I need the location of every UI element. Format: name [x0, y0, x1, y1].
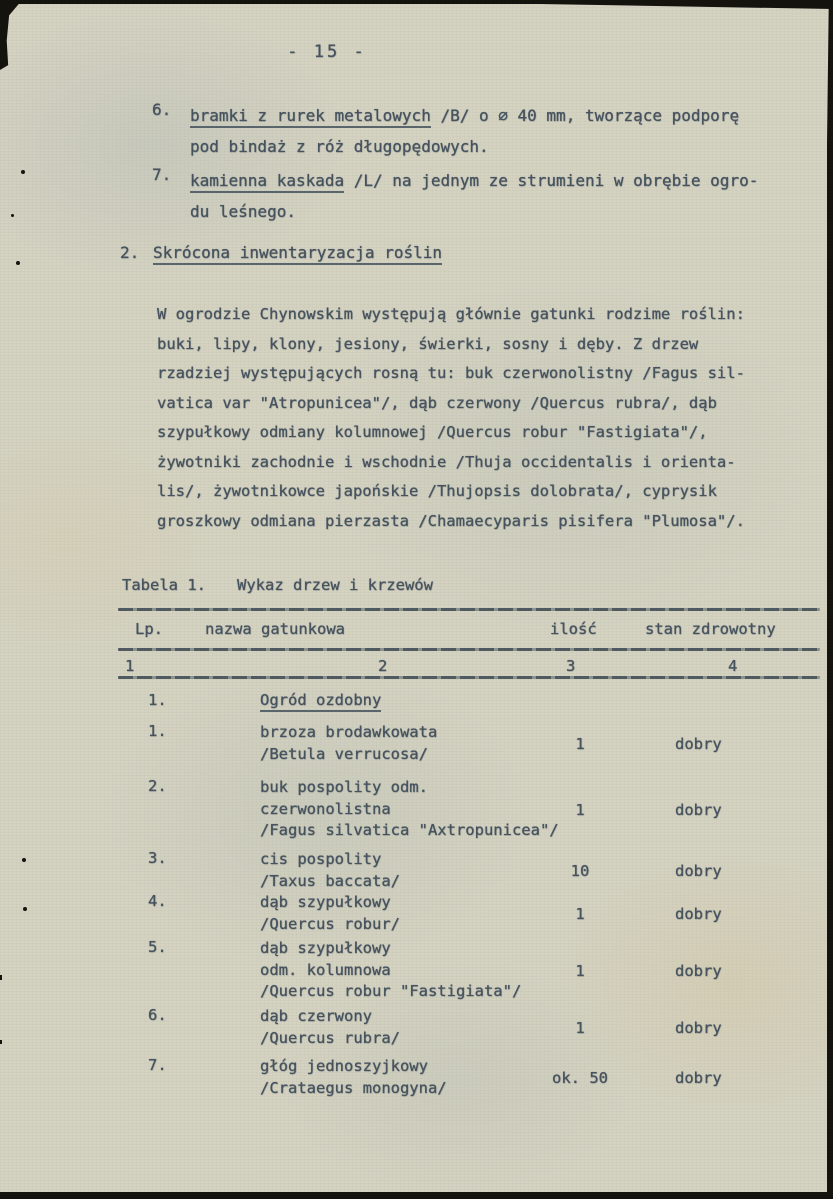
table-row	[0, 938, 833, 1003]
list-item-text: /B/ o ∅ 40 mm, tworzące podporę	[430, 106, 740, 125]
underlined-text: kamienna kaskada	[190, 171, 344, 193]
col-header-quantity: ilość	[550, 620, 597, 638]
section-title: Skrócona inwentaryzacja roślin	[153, 243, 442, 265]
species-name-line: dąb szypułkowy	[260, 939, 391, 957]
table-caption-label: Tabela 1.	[122, 576, 206, 594]
underlined-text: bramki z rurek metalowych	[190, 106, 431, 128]
paragraph-line: W ogrodzie Chynowskim występują głównie gatunki rodzime roślin:	[157, 305, 745, 323]
condition: dobry	[675, 800, 722, 819]
species-name-line: dąb szypułkowy	[260, 893, 391, 911]
species-latin-name: /Quercus robur "Fastigiata"/	[260, 982, 522, 1000]
species-latin-name: /Quercus robur/	[260, 914, 400, 933]
condition: dobry	[675, 735, 722, 753]
col-header-condition: stan zdrowotny	[645, 620, 776, 638]
species-name	[260, 1056, 447, 1099]
paragraph-line: groszkowy odmiana pierzasta /Chamaecyparis pisifera "Plumosa"/.	[157, 511, 745, 530]
list-item-line	[190, 165, 790, 196]
list-item-number: 7.	[152, 165, 172, 184]
table-rule-header	[118, 648, 820, 651]
page-number: - 15 -	[287, 42, 367, 62]
row-number: 7.	[148, 1056, 167, 1074]
scan-speck	[21, 170, 25, 174]
species-name	[260, 777, 559, 842]
section-number: 2.	[120, 243, 140, 262]
condition: dobry	[675, 1069, 722, 1087]
row-number: 3.	[148, 849, 167, 867]
scan-edge-top-right	[500, 0, 833, 9]
col-header-name: nazwa gatunkowa	[205, 620, 345, 638]
group-row-number: 1.	[148, 691, 167, 709]
paragraph-line: żywotniki zachodnie i wschodnie /Thuja occidentalis i orienta-	[157, 452, 736, 471]
species-name-line: czerwonolistna	[260, 799, 391, 818]
quantity: 1	[575, 735, 585, 753]
scan-corner-top-left	[0, 0, 24, 70]
paragraph-line: rzadziej występujących rosną tu: buk czerwonolistny /Fagus sil-	[157, 364, 745, 382]
quantity: ok. 50	[552, 1069, 608, 1087]
col-number: 3	[566, 657, 576, 675]
condition: dobry	[675, 1019, 722, 1037]
species-name-line: dąb czerwony	[260, 1007, 372, 1025]
group-row-title: Ogród ozdobny	[260, 691, 381, 712]
col-number: 1	[125, 657, 135, 675]
species-name-line: cis pospolity	[260, 850, 382, 868]
condition: dobry	[675, 905, 722, 923]
species-latin-name: /Crataegus monogyna/	[260, 1078, 447, 1097]
table-rule-top	[118, 608, 820, 611]
row-number: 1.	[148, 722, 167, 740]
scan-speck	[11, 214, 14, 217]
paragraph-line: vatica var "Atropunicea"/, dąb czerwony /Quercus rubra/, dąb	[157, 393, 717, 412]
paragraph	[157, 300, 782, 536]
row-number: 5.	[148, 938, 167, 956]
quantity: 1	[575, 1019, 585, 1037]
col-number: 2	[378, 657, 388, 675]
list-item-number: 6.	[152, 100, 172, 119]
list-item-text: /L/ na jednym ze strumieni w obrębie ogro-	[344, 171, 759, 190]
paragraph-line: lis/, żywotnikowce japońskie /Thujopsis dolobrata/, cyprysik	[157, 482, 717, 500]
species-latin-name: /Betula verrucosa/	[260, 744, 428, 763]
species-name-line: buk pospolity odm.	[260, 778, 428, 796]
list-item-line	[190, 100, 790, 131]
list-item	[190, 100, 790, 162]
quantity: 1	[575, 800, 585, 819]
species-name-line: odm. kolumnowa	[260, 960, 391, 979]
species-name	[260, 892, 400, 935]
scan-edge-bottom	[0, 1192, 833, 1199]
row-number: 2.	[148, 777, 167, 795]
table-rule-colnums	[118, 676, 820, 679]
species-name-line: głóg jednoszyjkowy	[260, 1057, 428, 1075]
quantity: 1	[575, 905, 585, 923]
list-item-line: pod bindaż z róż długopędowych.	[190, 137, 489, 156]
table-row	[0, 892, 833, 936]
scan-speck	[16, 261, 20, 265]
col-number: 4	[728, 657, 738, 675]
table-row	[0, 849, 833, 893]
species-name	[260, 938, 521, 1003]
species-name-line: brzoza brodawkowata	[260, 723, 438, 741]
species-latin-name: /Quercus rubra/	[260, 1028, 400, 1047]
list-item-line: du leśnego.	[190, 202, 296, 221]
row-number: 4.	[148, 892, 167, 910]
species-latin-name: /Taxus baccata/	[260, 871, 400, 890]
species-latin-name: /Fagus silvatica "Axtropunicea"/	[260, 821, 559, 839]
quantity: 1	[575, 961, 585, 980]
list-item	[190, 165, 790, 227]
condition: dobry	[675, 862, 722, 880]
table-row	[0, 1006, 833, 1050]
table-row	[0, 1056, 833, 1100]
species-name	[260, 849, 400, 892]
col-header-lp: Lp.	[135, 620, 163, 638]
table-caption-title: Wykaz drzew i krzewów	[237, 576, 433, 594]
paragraph-line: buki, lipy, klony, jesiony, świerki, sosny i dęby. Z drzew	[157, 334, 699, 353]
species-name	[260, 1006, 400, 1049]
table-row	[0, 722, 833, 766]
table-row	[0, 777, 833, 842]
species-name	[260, 722, 437, 765]
condition: dobry	[675, 961, 722, 980]
quantity: 10	[570, 862, 590, 880]
paragraph-line: szypułkowy odmiany kolumnowej /Quercus robur "Fastigiata"/,	[157, 423, 708, 441]
row-number: 6.	[148, 1006, 167, 1024]
